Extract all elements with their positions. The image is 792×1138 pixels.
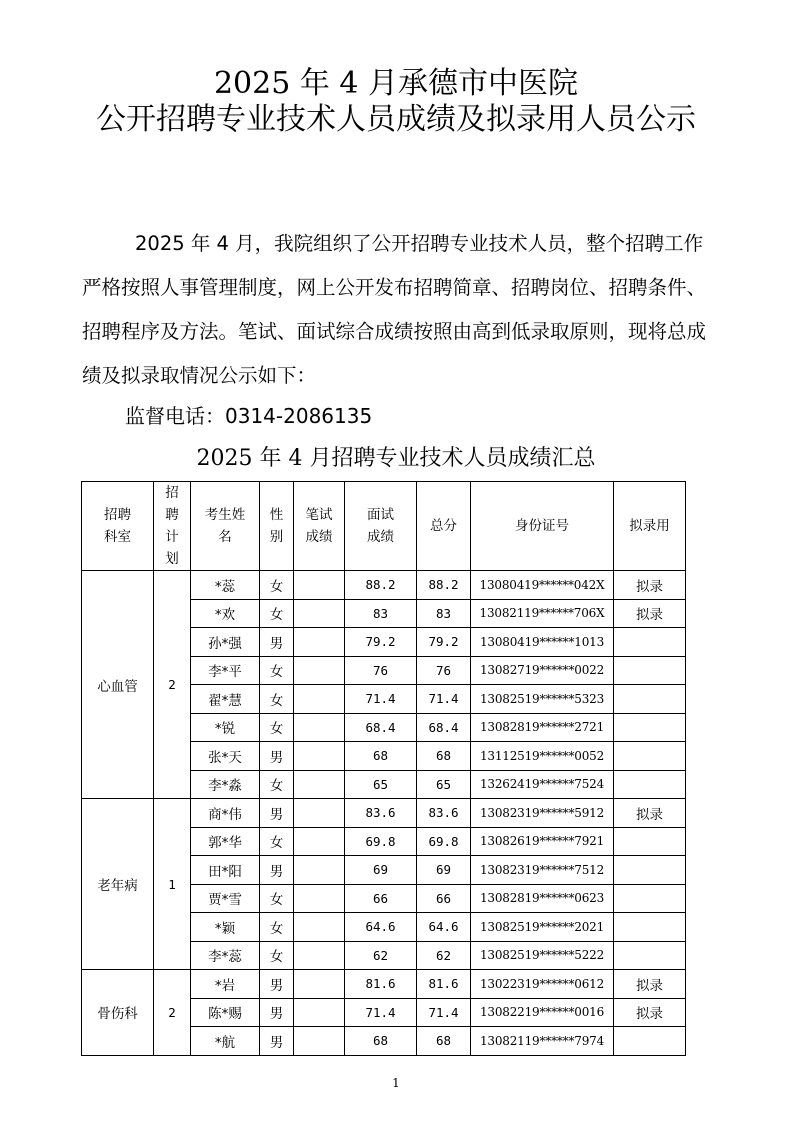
total-score-cell: 83.6: [417, 799, 471, 828]
table-title: 2025 年 4 月招聘专业技术人员成绩汇总: [196, 446, 596, 471]
total-score-cell: 81.6: [417, 970, 471, 999]
gender-cell: 女: [260, 685, 294, 714]
gender-cell: 男: [260, 970, 294, 999]
header-label: 总分: [430, 518, 457, 534]
written-score-cell: [294, 998, 345, 1027]
hire-status-cell: [614, 913, 686, 942]
total-score-cell: 83: [417, 599, 471, 628]
name-cell: *航: [191, 1027, 260, 1056]
id-number-cell: 13082819******2721: [471, 713, 614, 742]
gender-cell: 男: [260, 856, 294, 885]
id-number-cell: 13082519******5323: [471, 685, 614, 714]
written-score-cell: [294, 856, 345, 885]
header-label: 面试 成绩: [367, 507, 394, 545]
hire-status-cell: [614, 856, 686, 885]
name-cell: 陈*赐: [191, 998, 260, 1027]
name-cell: 李*蕊: [191, 941, 260, 970]
id-number-cell: 13082119******7974: [471, 1027, 614, 1056]
table-row: [82, 799, 686, 828]
total-score-cell: 66: [417, 884, 471, 913]
header-department: [82, 482, 154, 571]
intro-paragraph: 2025 年 4 月，我院组织了公开招聘专业技术人员，整个招聘工作严格按照人事管理制度，网上公开发布招聘简章、招聘岗位、招聘条件、招聘程序及方法。笔试、面试综合成绩按照由高到低录取原则，现将总成绩及拟录取情况公示如下：: [82, 232, 707, 387]
name-cell: 商*伟: [191, 799, 260, 828]
hire-status-cell: 拟录: [614, 970, 686, 999]
header-hire: [614, 482, 686, 571]
hire-status-cell: [614, 770, 686, 799]
id-number-cell: 13082719******0022: [471, 656, 614, 685]
name-cell: 孙*强: [191, 628, 260, 657]
header-label: 身份证号: [515, 518, 569, 534]
written-score-cell: [294, 1027, 345, 1056]
id-number-cell: 13082819******0623: [471, 884, 614, 913]
header-label: 性 别: [269, 507, 284, 545]
hire-status-cell: [614, 713, 686, 742]
name-cell: 翟*慧: [191, 685, 260, 714]
gender-cell: 女: [260, 941, 294, 970]
total-score-cell: 69.8: [417, 827, 471, 856]
id-number-cell: 13022319******0612: [471, 970, 614, 999]
header-id: [471, 482, 614, 571]
interview-score-cell: 69: [345, 856, 417, 885]
header-gender: [260, 482, 294, 571]
written-score-cell: [294, 770, 345, 799]
written-score-cell: [294, 884, 345, 913]
name-cell: 贾*雪: [191, 884, 260, 913]
hire-status-cell: [614, 1027, 686, 1056]
gender-cell: 男: [260, 998, 294, 1027]
written-score-cell: [294, 970, 345, 999]
hire-status-cell: [614, 656, 686, 685]
header-name: [191, 482, 260, 571]
interview-score-cell: 88.2: [345, 571, 417, 600]
header-label: 笔试 成绩: [305, 507, 333, 545]
interview-score-cell: 83: [345, 599, 417, 628]
header-label: 招聘 科室: [104, 507, 131, 545]
id-number-cell: 13112519******0052: [471, 742, 614, 771]
supervision-phone: 监督电话：0314-2086135: [125, 404, 373, 428]
written-score-cell: [294, 656, 345, 685]
table-row: [82, 571, 686, 600]
interview-score-cell: 68: [345, 742, 417, 771]
hire-status-cell: 拟录: [614, 799, 686, 828]
interview-score-cell: 79.2: [345, 628, 417, 657]
total-score-cell: 64.6: [417, 913, 471, 942]
hire-status-cell: 拟录: [614, 571, 686, 600]
document-title-line2: 公开招聘专业技术人员成绩及拟录用人员公示: [96, 102, 696, 137]
id-number-cell: 13262419******7524: [471, 770, 614, 799]
name-cell: *颖: [191, 913, 260, 942]
total-score-cell: 71.4: [417, 998, 471, 1027]
gender-cell: 女: [260, 884, 294, 913]
department-cell: 老年病: [82, 799, 154, 970]
written-score-cell: [294, 685, 345, 714]
total-score-cell: 62: [417, 941, 471, 970]
interview-score-cell: 68.4: [345, 713, 417, 742]
document-title-line1: 2025 年 4 月承德市中医院: [213, 66, 579, 101]
written-score-cell: [294, 941, 345, 970]
gender-cell: 女: [260, 770, 294, 799]
written-score-cell: [294, 827, 345, 856]
header-interview: [345, 482, 417, 571]
gender-cell: 男: [260, 628, 294, 657]
hire-status-cell: [614, 685, 686, 714]
header-plan: [154, 482, 191, 571]
total-score-cell: 79.2: [417, 628, 471, 657]
page-number: 1: [392, 1076, 400, 1090]
written-score-cell: [294, 742, 345, 771]
gender-cell: 女: [260, 713, 294, 742]
interview-score-cell: 71.4: [345, 998, 417, 1027]
id-number-cell: 13082319******5912: [471, 799, 614, 828]
written-score-cell: [294, 799, 345, 828]
header-label: 拟录用: [629, 518, 670, 534]
name-cell: 李*平: [191, 656, 260, 685]
hire-status-cell: [614, 742, 686, 771]
hire-status-cell: [614, 628, 686, 657]
header-label: 考生姓 名: [204, 507, 246, 545]
header-total: [417, 482, 471, 571]
interview-score-cell: 64.6: [345, 913, 417, 942]
table-row: [82, 970, 686, 999]
name-cell: 田*阳: [191, 856, 260, 885]
gender-cell: 男: [260, 742, 294, 771]
written-score-cell: [294, 713, 345, 742]
id-number-cell: 13082219******0016: [471, 998, 614, 1027]
interview-score-cell: 65: [345, 770, 417, 799]
hire-status-cell: [614, 827, 686, 856]
name-cell: *锐: [191, 713, 260, 742]
id-number-cell: 13082519******2021: [471, 913, 614, 942]
id-number-cell: 13082619******7921: [471, 827, 614, 856]
interview-score-cell: 83.6: [345, 799, 417, 828]
header-written: [294, 482, 345, 571]
total-score-cell: 71.4: [417, 685, 471, 714]
gender-cell: 女: [260, 571, 294, 600]
name-cell: *岩: [191, 970, 260, 999]
gender-cell: 女: [260, 827, 294, 856]
total-score-cell: 68: [417, 742, 471, 771]
plan-cell: 1: [154, 799, 191, 970]
gender-cell: 男: [260, 799, 294, 828]
department-cell: 心血管: [82, 571, 154, 799]
name-cell: 郭*华: [191, 827, 260, 856]
interview-score-cell: 69.8: [345, 827, 417, 856]
id-number-cell: 13082519******5222: [471, 941, 614, 970]
interview-score-cell: 62: [345, 941, 417, 970]
written-score-cell: [294, 913, 345, 942]
scores-table: [81, 481, 686, 1056]
plan-cell: 2: [154, 970, 191, 1056]
total-score-cell: 76: [417, 656, 471, 685]
total-score-cell: 69: [417, 856, 471, 885]
gender-cell: 男: [260, 1027, 294, 1056]
id-number-cell: 13080419******042X: [471, 571, 614, 600]
name-cell: 李*淼: [191, 770, 260, 799]
id-number-cell: 13080419******1013: [471, 628, 614, 657]
name-cell: 张*天: [191, 742, 260, 771]
hire-status-cell: [614, 941, 686, 970]
id-number-cell: 13082119******706X: [471, 599, 614, 628]
interview-score-cell: 81.6: [345, 970, 417, 999]
gender-cell: 女: [260, 913, 294, 942]
interview-score-cell: 66: [345, 884, 417, 913]
name-cell: *欢: [191, 599, 260, 628]
written-score-cell: [294, 571, 345, 600]
written-score-cell: [294, 628, 345, 657]
interview-score-cell: 76: [345, 656, 417, 685]
hire-status-cell: 拟录: [614, 998, 686, 1027]
hire-status-cell: [614, 884, 686, 913]
id-number-cell: 13082319******7512: [471, 856, 614, 885]
header-label: 招 聘 计 划: [165, 485, 179, 567]
total-score-cell: 68: [417, 1027, 471, 1056]
name-cell: *蕊: [191, 571, 260, 600]
table-header-row: [82, 482, 686, 571]
gender-cell: 女: [260, 599, 294, 628]
interview-score-cell: 71.4: [345, 685, 417, 714]
plan-cell: 2: [154, 571, 191, 799]
total-score-cell: 88.2: [417, 571, 471, 600]
hire-status-cell: 拟录: [614, 599, 686, 628]
department-cell: 骨伤科: [82, 970, 154, 1056]
written-score-cell: [294, 599, 345, 628]
total-score-cell: 68.4: [417, 713, 471, 742]
table-body: [82, 571, 686, 1056]
gender-cell: 女: [260, 656, 294, 685]
total-score-cell: 65: [417, 770, 471, 799]
interview-score-cell: 68: [345, 1027, 417, 1056]
